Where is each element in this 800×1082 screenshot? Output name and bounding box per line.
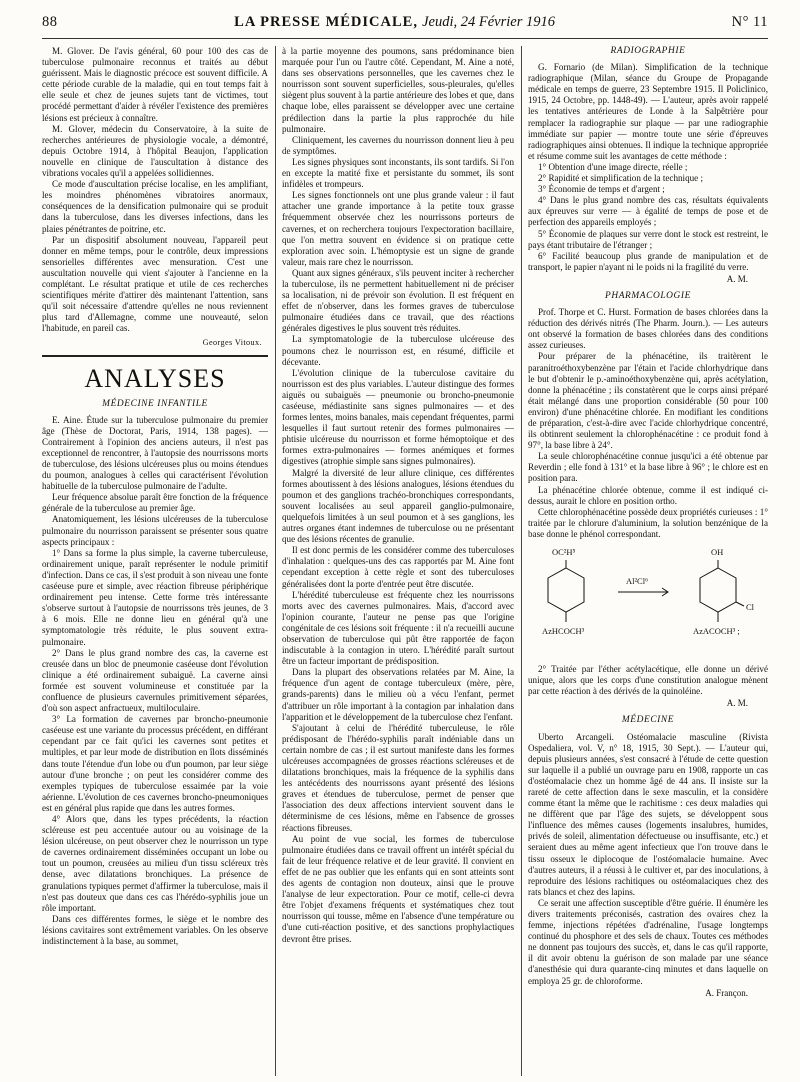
paragraph: Dans la plupart des observations relatées par M. Aine, la fréquence d'un agent de contage tuberculeux (mère, père, grands-parents) dans le milieu où a vécu l'enfant, permet d'attribuer un rôle important à la contagion par inhalation dans l'apparition et le développement de la tuberculose chez l'enfant.	[282, 667, 514, 722]
paragraph: Ce mode d'auscultation précise localise, en les amplifiant, les moindres phénomènes vibratoires anormaux, conséquences de la densification pulmonaire qui se produit dans la tuberculose, dans les diverses infections, dans les plaies pénétrantes de poitrine, etc.	[42, 179, 268, 234]
substituent-label: Cl	[746, 602, 755, 613]
list-item: 1° Obtention d'une image directe, réelle ;	[538, 161, 688, 172]
column-divider	[275, 46, 276, 1076]
paragraph: Par un dispositif absolument nouveau, l'appareil peut donner en même temps, pour le contrôle, deux impressions sensorielles différentes avec mensuration. C'est une auscultation nouvelle qui vient s'ajouter à l'ancienne en la complétant. Le résultat pratique et utile de ces recherches scientifiques mérite d'attirer dès maintenant l'attention, sans qu'il soit nécessaire d'attendre qu'elles ne nous reviennent plus tard d'Allemagne, comme une nouveauté, selon l'habitude, en pareil cas.	[42, 234, 268, 334]
list-item: 4° Dans le plus grand nombre des cas, résultats équivalents aux épreuves sur verre — à égalité de temps de pose et de perfection des appareils employés ;	[528, 195, 768, 228]
author-signature: A. Françon.	[705, 987, 748, 998]
reaction-structures	[528, 546, 768, 658]
analyses-heading: ANALYSES	[84, 363, 226, 393]
substituent-label: OC²H⁵	[552, 547, 576, 558]
section-heading: MÉDECINE	[621, 715, 675, 726]
paragraph: Dans ces différentes formes, le siège et le nombre des lésions cavitaires sont extrêmement variables. On les observe indistinctement à la base, au sommet,	[42, 913, 268, 947]
paragraph: Pour préparer de la phénacétine, ils traitèrent le paranitroéthoxybenzène par l'étain et l'acide chlorhydrique dans le but d'obtenir le p.-aminoéthoxybenzène qui, après acétylation, donne la phénacétine ; ils constatèrent que le corps ainsi préparé était mélangé dans une proportion considérable (50 pour 100 environ) d'une phénacétine chlorée. En modifiant les conditions de préparation, c'est-à-dire avec l'acide chlorhydrique concentré, ils obtinrent seulement la chlorophénacétine : ce produit fond à 97°, la base libre à 24°.	[528, 351, 768, 451]
substituent-label: AzHCOCH³	[542, 626, 585, 637]
page-header	[42, 14, 768, 34]
paragraph: M. Glover, médecin du Conservatoire, à la suite de recherches antérieures de physiologie vocale, a démontré, depuis Octobre 1914, à l'hôpital Beaujon, l'application nouvelle en clinique de l'auscultation à distance des vibrations vocales qu'il a appelées sollidiennes.	[42, 123, 268, 179]
paragraph: 2° Dans le plus grand nombre des cas, la caverne est creusée dans un bloc de pneumonie caséeuse dont l'évolution clinique a été ordinairement subaiguë. La caverne ainsi formée est souvent volumineuse et constituée par la confluence de plusieurs cavernules primitivement séparées, d'où son aspect anfractueux, multiloculaire.	[42, 647, 268, 714]
paragraph: 2° Traitée par l'éther acétylacétique, elle donne un dérivé unique, alors que les corps d'une constitution analogue mènent par cette réaction à des dérivés de la quinoléine.	[528, 664, 768, 697]
column-3	[528, 46, 768, 1076]
paragraph: M. Glover. De l'avis général, 60 pour 100 des cas de tuberculose pulmonaire reconnus et traités au début guérissent. Mais le diagnostic précoce est souvent difficile. A cette période curable de la maladie, qui en tout temps fait à elle seule et chez de jeunes sujets tant de victimes, tout procédé permettant d'aider à révéler l'existence des premières lésions est précieux à connaître.	[42, 46, 268, 123]
issue-date: Jeudi, 24 Février 1916	[422, 14, 555, 30]
paragraph: 3° La formation de cavernes par broncho-pneumonie caséeuse est une variante du processus précédent, en différant cependant par ce fait qu'ici les cavernes sont petites et multiples, et par leur mode de distribution en îlots disséminés dans toute l'étendue d'un lobe ou d'un poumon, par leur siège autour d'une bronche ; on peut les considérer comme des exemples typiques de tuberculose essaimée par la voie aérienne. L'évolution de ces cavernes broncho-pneumoniques est en général plus rapide que dans les autres formes.	[42, 714, 268, 813]
column-divider	[521, 46, 522, 1076]
paragraph: Ce serait une affection susceptible d'être guérie. Il énumère les divers traitements préconisés, castration des ovaires chez la femme, injections répétées d'adrénaline, l'usage longtemps continué du phosphore et des sels de chaux. Toutes ces méthodes ne donnent pas toujours des succès, et, dans le cas qu'il rapporte, il dit avoir obtenu la guérison de son malade par une séance d'anesthésie qui dura quarante-cinq minutes et dans laquelle on employa 25 gr. de chloroforme.	[528, 897, 768, 986]
paragraph: Les signes physiques sont inconstants, ils sont tardifs. Si l'on en excepte la matité fixe et persistante du sommet, ils sont infidèles et trompeurs.	[282, 156, 514, 190]
paragraph: La symptomatologie de la tuberculose ulcéreuse des poumons chez le nourrisson est, en résumé, difficile et décevante.	[282, 334, 514, 367]
paragraph: L'évolution clinique de la tuberculose cavitaire du nourrisson est des plus variables. L'auteur distingue des formes aiguës ou subaiguës — pneumonie ou broncho-pneumonie caséeuse, médiastinite sans signes pulmonaires — et des formes lentes, moins banales, mais cependant fréquentes, parmi lesquelles il faut surtout retenir des formes pulmonaires — phtisie ulcéreuse du nourrisson et forme hémoptoïque et des formes extra-pulmonaires — formes anémiques et formes digestives (atrophie simple sans signes pulmonaires).	[282, 367, 514, 467]
substituent-label: AzACOCH³ ;	[693, 626, 740, 637]
column-1	[42, 46, 268, 1076]
column-2	[282, 46, 514, 1076]
author-initials: A. M.	[726, 698, 748, 709]
review-entry: Uberto Arcangeli. Ostéomalacie masculine (Rivista Ospedaliera, vol. V, n° 18, 1915, 30 Sept.). — L'auteur qui, depuis plusieurs années, s'est consacré à l'étude de cette question sur laquelle il a publié un ouvrage paru en 1908, rapporte un cas d'ostéomalacie chez un homme âgé de 44 ans. Il insiste sur la rareté de cette affection dans le sexe masculin, et la considère comme étant la même que le rachitisme : ces deux maladies qui ne diffèrent que par l'âge des sujets, se développent sous l'influence des mêmes causes (logements insalubres, humides, privés de soleil, alimentation défectueuse ou insuffisante, etc.) et seraient dues au même agent infectieux que l'on trouve dans le tissu osseux le diplocoque de l'ostéomalacie humaine. Avec d'autres auteurs, il a réussi à le cultiver et, par des inoculations, à reproduire des lésions rachitiques ou ostéomalaciques chez des rats blancs et chez des lapins.	[528, 731, 768, 897]
page-number: 88	[42, 14, 58, 30]
section-heading: MÉDECINE INFANTILE	[102, 398, 208, 409]
substituent-label: OH	[711, 547, 724, 558]
chemical-reaction-diagram	[528, 546, 768, 658]
paragraph: Cliniquement, les cavernes du nourrisson donnent lieu à peu de symptômes.	[282, 134, 514, 156]
paragraph: à la partie moyenne des poumons, sans prédominance bien marquée pour l'un ou l'autre côté. Cependant, M. Aine a noté, dans ses observations personnelles, que les cavernes chez le nourrisson sont souvent superficielles, sous-pleurales, qu'elles siègent plus souvent à la partie antérieure des lobes et que, dans chaque lobe, elles paraissent se développer avec une certaine prédilection dans la partie la plus rapprochée du hile pulmonaire.	[282, 46, 514, 134]
author-signature: Georges Vitoux.	[202, 338, 262, 348]
paragraph: Quant aux signes généraux, s'ils peuvent inciter à rechercher la tuberculose, ils ne permettent habituellement ni de préciser sa localisation, ni de prévoir son évolution. Il est fréquent en effet de n'observer, dans les formes graves de tuberculose pulmonaire étudiées dans ce travail, que des réactions générales digestives le plus souvent très réduites.	[282, 267, 514, 334]
review-entry: E. Aine. Étude sur la tuberculose pulmonaire du premier âge (Thèse de Doctorat, Paris, 1914, 138 pages). — Contrairement à l'opinion des anciens auteurs, il n'est pas exceptionnel de rencontrer, à l'autopsie des nourrissons morts de tuberculose, des lésions ulcéreuses plus ou moins étendues du poumon, analogues à celles qui caractérisent l'évolution habituelle de la tuberculose pulmonaire de l'adulte.	[42, 414, 268, 492]
paragraph: Malgré la diversité de leur allure clinique, ces différentes formes aboutissent à des lésions analogues, lésions étendues du poumon et des ganglions trachéo-bronchiques correspondants, souvent localisées au seul appareil ganglio-pulmonaire, quelquefois limitées à un seul poumon et à ses ganglions, les autres organes étant indemnes de tuberculose ou ne présentant que des lésions récentes de granulie.	[282, 467, 514, 545]
list-item: 2° Rapidité et simplification de la technique ;	[538, 173, 704, 184]
list-item: 3° Économie de temps et d'argent ;	[538, 184, 665, 195]
paragraph: L'hérédité tuberculeuse est fréquente chez les nourrissons morts avec des cavernes pulmonaires. Mais, d'accord avec l'opinion courante, l'auteur ne pense pas que l'origine congénitale de ces lésions soit fréquente : il n'a recueilli aucune observation de tuberculose qui pût être rapportée de façon indiscutable à la contagion in utero. L'hérédité paraît surtout être un facteur important de prédisposition.	[282, 589, 514, 667]
journal-title: LA PRESSE MÉDICALE, Jeudi, 24 Février 1916	[234, 14, 555, 30]
benzene-ring	[700, 568, 736, 612]
paragraph: Leur fréquence absolue paraît être fonction de la fréquence générale de la tuberculose au premier âge.	[42, 492, 268, 514]
paragraph: 1° Dans sa forme la plus simple, la caverne tuberculeuse, ordinairement unique, paraît représenter le nodule primitif d'infection. Dans ce cas, il s'est produit à son niveau une fonte caséeuse pure et simple, avec réaction fibreuse périphérique ordinairement peu intense. Cette forme très intéressante s'observe surtout à l'autopsie de nourrissons très jeunes, de 3 à 6 mois. Elle ne donne lieu en général qu'à une symptomatologie très réduite, le plus souvent extra-pulmonaire.	[42, 547, 268, 647]
paragraph: 4° Alors que, dans les types précédents, la réaction scléreuse est peu accentuée autour ou au voisinage de la lésion ulcéreuse, on peut observer chez le nourrisson un type de cavernes ordinairement disséminées occupant un lobe ou tout un poumon, creusées au milieu d'un tissu scléreux très dense, avec dilatations bronchiques. La présence de granulations typiques permet d'affirmer la tuberculose, mais il n'est pas douteux que dans ces cas l'hérédo-syphilis joue un rôle important.	[42, 814, 268, 913]
paragraph: S'ajoutant à celui de l'hérédité tuberculeuse, le rôle prédisposant de l'hérédo-syphilis paraît indéniable dans un certain nombre de cas ; il est surtout manifeste dans les formes ulcéreuses accompagnées de grosses réactions scléreuses et de dilatations bronchiques, mais la fréquence de la syphilis dans les antécédents des nourrissons ayant présenté des lésions graves et étendues de tuberculose, permet de penser que l'association des deux affections intervient souvent dans le déterminisme de ces lésions, même en l'absence de grosses réactions fibreuses.	[282, 722, 514, 833]
section-heading: PHARMACOLOGIE	[605, 290, 691, 301]
paragraph: Au point de vue social, les formes de tuberculose pulmonaire étudiées dans ce travail offrent un intérêt spécial du fait de leur fréquence relative et de leur gravité. Il convient en effet de ne pas oublier que les enfants qui en sont atteints sont des agents de contagion non douteux, ainsi que le prouve l'analyse de leur expectoration. Pour ce motif, celle-ci devra être l'objet d'examens fréquents et systématiques chez tout nourrisson qui tousse, même en l'absence d'une température ou d'une cuti-réaction positive, et des sanctions prophylactiques devront être prises.	[282, 833, 514, 944]
bond-line	[736, 602, 744, 606]
header-rule	[42, 38, 768, 39]
paragraph: Les signes fonctionnels ont une plus grande valeur : il faut attacher une grande importance à la petite toux grasse fréquemment observée chez les nourrissons porteurs de cavernes, et on recherchera toujours l'expectoration bacillaire, que l'on mettra souvent en évidence si on pratique cette exploration avec soin. L'hémoptysie est un signe de grande valeur, mais rare chez le nourrisson.	[282, 190, 514, 267]
paragraph: Cette chlorophénacétine possède deux propriétés curieuses : 1° traitée par le chlorure d'aluminium, la solution benzénique de la base donne le phénol correspondant.	[528, 506, 768, 539]
section-rule	[42, 355, 268, 357]
list-item: 6° Facilité beaucoup plus grande de manipulation et de transport, le papier n'ayant ni le poids ni la fragilité du verre.	[528, 250, 768, 272]
review-entry: Prof. Thorpe et C. Hurst. Formation de bases chlorées dans la réduction des dérivés nitrés (The Pharm. Journ.). — Les auteurs ont observé la formation de bases chlorées dans des conditions assez curieuses.	[528, 307, 768, 351]
paragraph: Il est donc permis de les considérer comme des tuberculoses d'inhalation : quelques-uns des cas rapportés par M. Aine font cependant exception à cette règle et sont des tuberculoses généralisées dont la porte d'entrée peut être discutée.	[282, 545, 514, 589]
paragraph: Anatomiquement, les lésions ulcéreuses de la tuberculose pulmonaire du nourrisson paraissent se présenter sous quatre aspects principaux :	[42, 514, 268, 547]
issue-number: N° 11	[731, 14, 768, 30]
benzene-ring	[548, 568, 584, 612]
paragraph: La seule chlorophénacétine connue jusqu'ici a été obtenue par Reverdin ; elle fond à 131° et la base libre à 96° ; le chlore est en position para.	[528, 451, 768, 484]
reagent-label: Al²Cl⁶	[626, 576, 649, 587]
section-heading: RADIOGRAPHIE	[610, 46, 686, 56]
paragraph: La phénacétine chlorée obtenue, comme il est indiqué ci-dessus, aurait le chlore en position ortho.	[528, 484, 768, 506]
review-entry: G. Fornario (de Milan). Simplification de la technique radiographique (Milan, séance du Groupe de Propagande médicale en temps de guerre, 23 Septembre 1915. Il Policlinico, 1915, 24 Octobre, pp. 1448-49). — L'auteur, après avoir rappelé les tentatives antérieures de Londe à la Salpêtrière pour remplacer la radiographie sur plaque — par une radiographie immédiate sur papier — montre toute une série d'épreuves radiographiques ainsi obtenues. Il indique la technique appropriée et résume comme suit les avantages de cette méthode :	[528, 62, 768, 161]
author-initials: A. M.	[726, 273, 748, 284]
list-item: 5° Économie de plaques sur verre dont le stock est restreint, le pays étant tributaire de l'étranger ;	[528, 228, 768, 250]
